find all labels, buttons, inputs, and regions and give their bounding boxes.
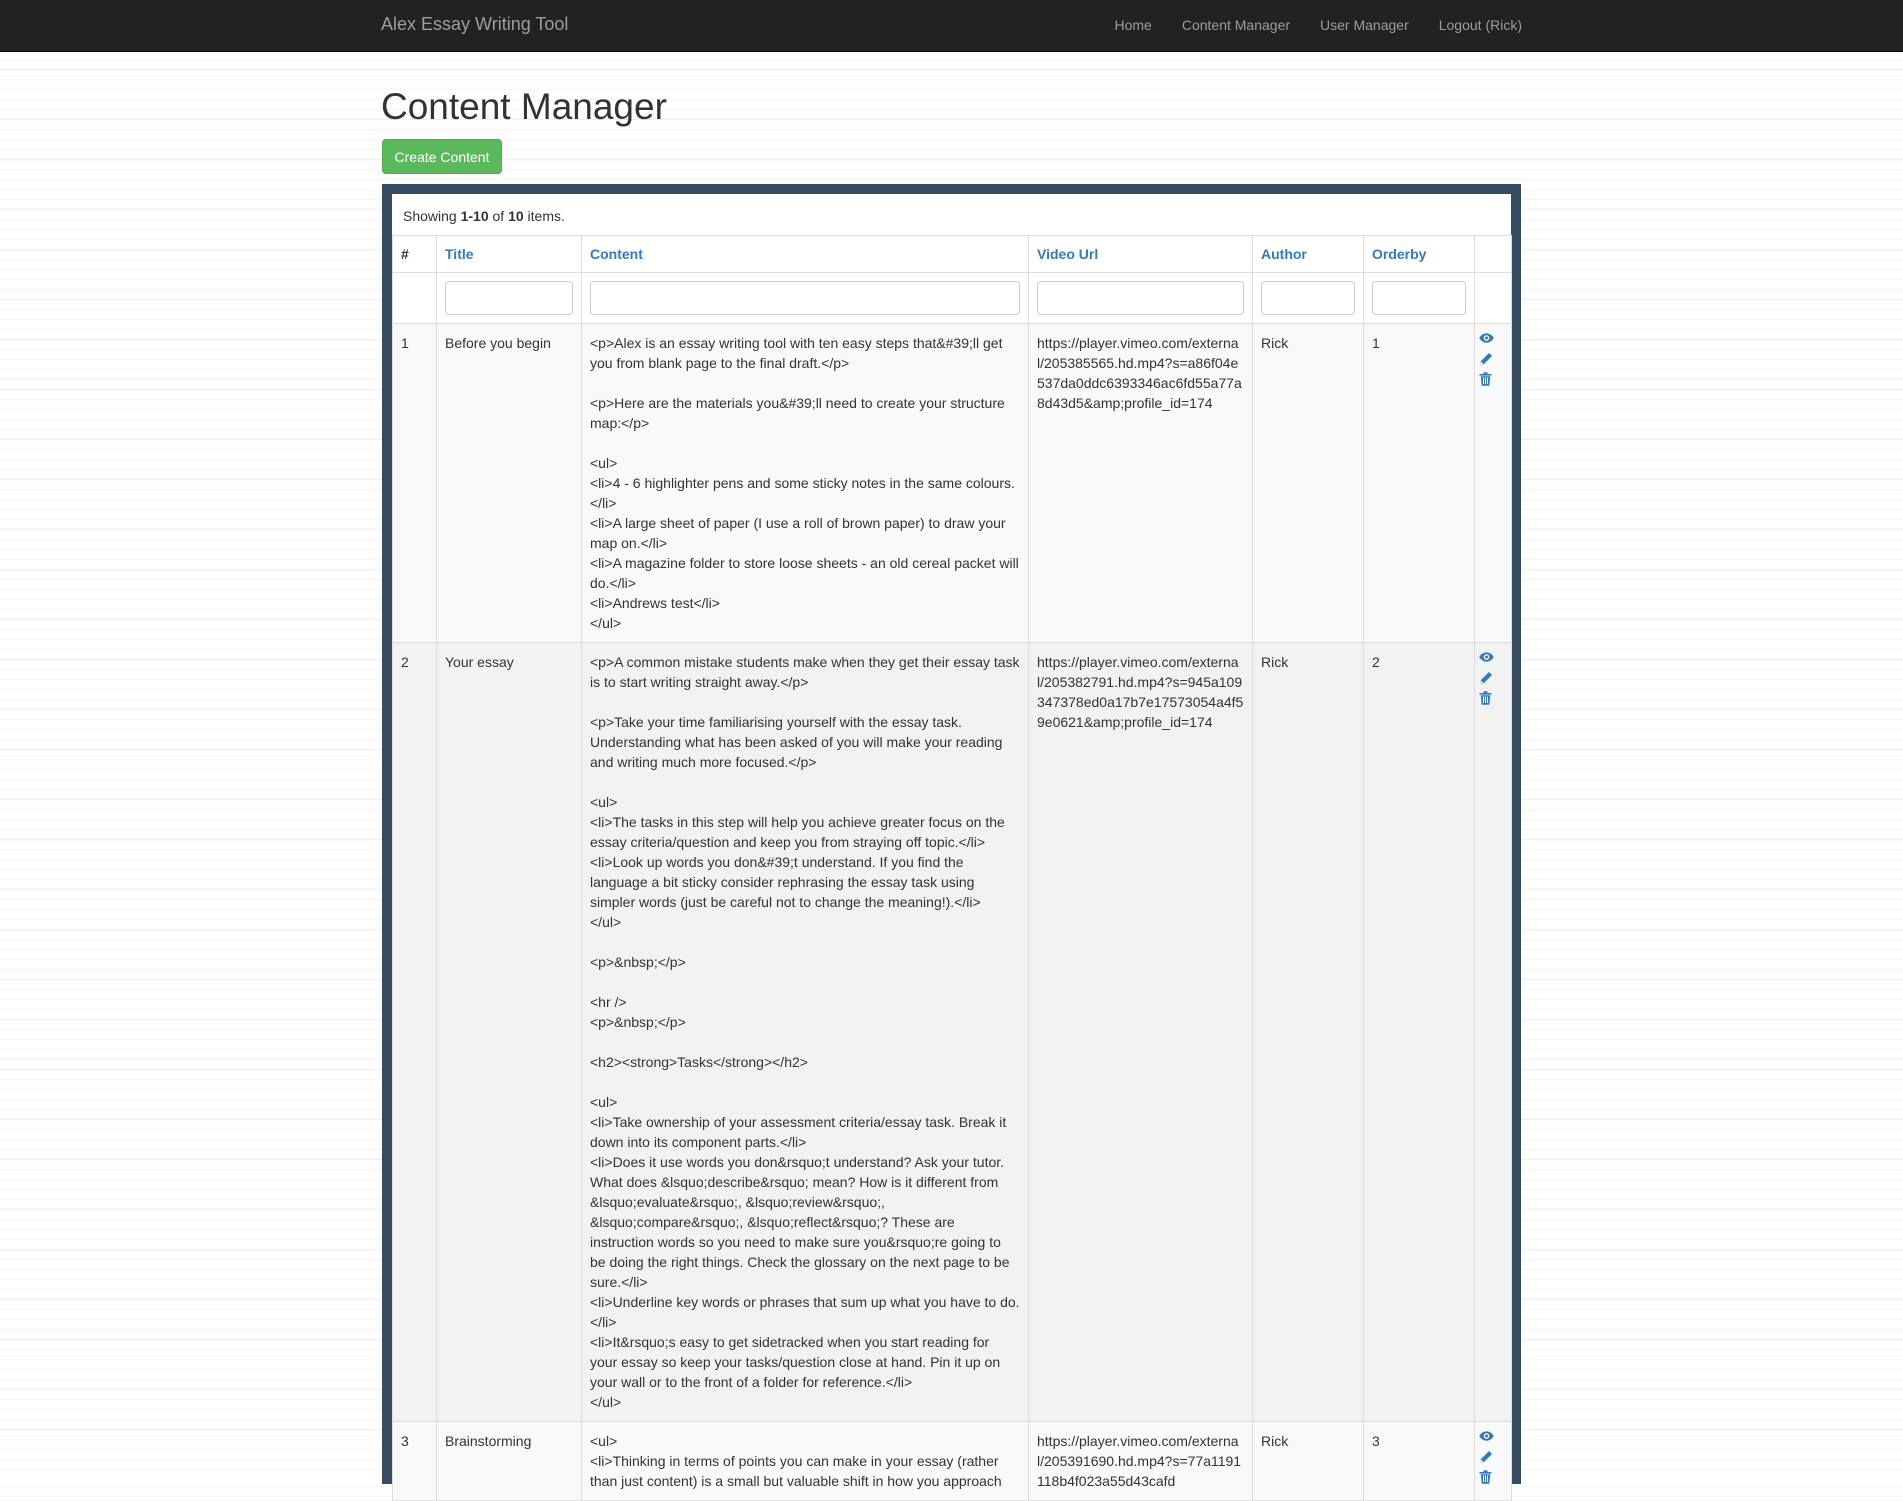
top-navbar xyxy=(0,0,1903,52)
row-actions xyxy=(1475,1422,1512,1501)
pencil-icon xyxy=(1479,352,1493,366)
filter-orderby-input[interactable] xyxy=(1372,281,1466,315)
row-orderby: 1 xyxy=(1364,324,1475,643)
col-orderby xyxy=(1364,236,1475,273)
row-number: 2 xyxy=(393,643,437,1422)
row-actions xyxy=(1475,643,1512,1422)
pencil-icon xyxy=(1479,1450,1493,1464)
edit-button[interactable] xyxy=(1479,352,1495,370)
grid-panel xyxy=(382,184,1521,1489)
trash-icon xyxy=(1479,1470,1492,1484)
edit-button[interactable] xyxy=(1479,671,1495,689)
header-row xyxy=(393,236,1512,273)
nav-home[interactable]: Home xyxy=(1114,17,1152,33)
filter-cell-content xyxy=(582,273,1029,324)
filter-video-url-input[interactable] xyxy=(1037,281,1244,315)
create-content-button[interactable]: Create Content xyxy=(382,139,502,174)
nav-user-manager[interactable]: User Manager xyxy=(1320,17,1409,33)
grid-container xyxy=(392,194,1511,1489)
pencil-icon xyxy=(1479,671,1493,685)
content-table xyxy=(392,235,1512,1501)
row-content: <p>A common mistake students make when they get their essay task is to start writing straight away.</p> <p>Take your time familiarising yourself with the essay task. Understanding what has been asked of you will make your reading and writing much more focused.</p> <ul> <li>The tasks in this step will help you achieve greater focus on the essay criteria/question and keep you from straying off topic.</li> <li>Look up words you don&#39;t understand. If you find the language a bit sticky consider rephrasing the essay task using simpler words (just be careful not to change the meaning!).</li> </ul> <p>&nbsp;</p> <hr /> <p>&nbsp;</p> <h2><strong>Tasks</strong></h2> <ul> <li>Take ownership of your assessment criteria/essay task. Break it down into its component parts.</li> <li>Does it use words you don&rsquo;t understand? Ask your tutor. What does &lsquo;describe&rsquo; mean? How is it different from &lsquo;evaluate&rsquo;, &lsquo;review&rsquo;, &lsquo;compare&rsquo;, &lsquo;reflect&rsquo;? These are instruction words so you need to make sure you&rsquo;re going to be doing the right things. Check the glossary on the next page to be sure.</li> <li>Underline key words or phrases that sum up what you have to do.</li> <li>It&rsquo;s easy to get sidetracked when you start reading for your essay so keep your tasks/question close at hand. Pin it up on your wall or to the front of a folder for reference.</li> </ul> xyxy=(582,643,1029,1422)
filter-content-input[interactable] xyxy=(590,281,1020,315)
filter-cell-empty xyxy=(393,273,437,324)
sort-video-url-link[interactable]: Video Url xyxy=(1037,246,1099,262)
table-row xyxy=(393,643,1512,1422)
row-author: Rick xyxy=(1253,324,1364,643)
brand-link[interactable]: Alex Essay Writing Tool xyxy=(381,14,569,34)
row-title: Your essay xyxy=(437,643,582,1422)
filter-cell-orderby xyxy=(1364,273,1475,324)
trash-icon xyxy=(1479,691,1492,705)
nav-logout[interactable]: Logout (Rick) xyxy=(1438,17,1522,33)
trash-icon xyxy=(1479,372,1492,386)
col-number: # xyxy=(393,236,437,273)
summary-suffix: items. xyxy=(523,208,565,224)
col-author xyxy=(1253,236,1364,273)
filter-cell-actions xyxy=(1475,273,1512,324)
eye-icon xyxy=(1479,1430,1494,1442)
col-video-url xyxy=(1029,236,1253,273)
row-actions xyxy=(1475,324,1512,643)
summary-prefix: Showing xyxy=(403,208,461,224)
filter-cell-author xyxy=(1253,273,1364,324)
summary-of: of xyxy=(488,208,509,224)
col-title xyxy=(437,236,582,273)
row-content: <p>Alex is an essay writing tool with ten easy steps that&#39;ll get you from blank page to the final draft.</p> <p>Here are the materials you&#39;ll need to create your structure map:</p> <ul> <li>4 - 6 highlighter pens and some sticky notes in the same colours.</li> <li>A large sheet of paper (I use a roll of brown paper) to draw your map on.</li> <li>A magazine folder to store loose sheets - an old cereal packet will do.</li> <li>Andrews test</li> </ul> xyxy=(582,324,1029,643)
filter-row xyxy=(393,273,1512,324)
row-title: Before you begin xyxy=(437,324,582,643)
table-row xyxy=(393,324,1512,643)
row-video-url: https://player.vimeo.com/external/205385565.hd.mp4?s=a86f04e537da0ddc6393346ac6fd55a77a8d43d5&amp;profile_id=174 xyxy=(1029,324,1253,643)
filter-cell-title xyxy=(437,273,582,324)
row-content: <ul> <li>Thinking in terms of points you can make in your essay (rather than just content) is a small but valuable shift in how you approach xyxy=(582,1422,1029,1501)
table-row xyxy=(393,1422,1512,1501)
nav-content-manager[interactable]: Content Manager xyxy=(1181,17,1291,33)
row-author: Rick xyxy=(1253,1422,1364,1501)
row-number: 1 xyxy=(393,324,437,643)
sort-title-link[interactable]: Title xyxy=(445,246,474,262)
col-actions xyxy=(1475,236,1512,273)
row-title: Brainstorming xyxy=(437,1422,582,1501)
summary-total: 10 xyxy=(508,208,524,224)
col-content xyxy=(582,236,1029,273)
row-video-url: https://player.vimeo.com/external/205391690.hd.mp4?s=77a1191118b4f023a55d43cafd xyxy=(1029,1422,1253,1501)
row-orderby: 2 xyxy=(1364,643,1475,1422)
view-button[interactable] xyxy=(1479,651,1495,669)
grid-summary xyxy=(392,194,1511,235)
row-orderby: 3 xyxy=(1364,1422,1475,1501)
view-button[interactable] xyxy=(1479,1430,1495,1448)
view-button[interactable] xyxy=(1479,332,1495,350)
page-title: Content Manager xyxy=(381,86,667,127)
sort-orderby-link[interactable]: Orderby xyxy=(1372,246,1427,262)
eye-icon xyxy=(1479,332,1494,344)
sort-author-link[interactable]: Author xyxy=(1261,246,1307,262)
filter-author-input[interactable] xyxy=(1261,281,1355,315)
delete-button[interactable] xyxy=(1479,691,1495,709)
edit-button[interactable] xyxy=(1479,1450,1495,1468)
summary-range: 1-10 xyxy=(460,208,489,224)
main-nav xyxy=(1099,0,1522,51)
row-number: 3 xyxy=(393,1422,437,1501)
delete-button[interactable] xyxy=(1479,1470,1495,1488)
sort-content-link[interactable]: Content xyxy=(590,246,643,262)
eye-icon xyxy=(1479,651,1494,663)
row-author: Rick xyxy=(1253,643,1364,1422)
delete-button[interactable] xyxy=(1479,372,1495,390)
filter-cell-video-url xyxy=(1029,273,1253,324)
filter-title-input[interactable] xyxy=(445,281,573,315)
row-video-url: https://player.vimeo.com/external/205382791.hd.mp4?s=945a109347378ed0a17b7e17573054a4f59e0621&amp;profile_id=174 xyxy=(1029,643,1253,1422)
